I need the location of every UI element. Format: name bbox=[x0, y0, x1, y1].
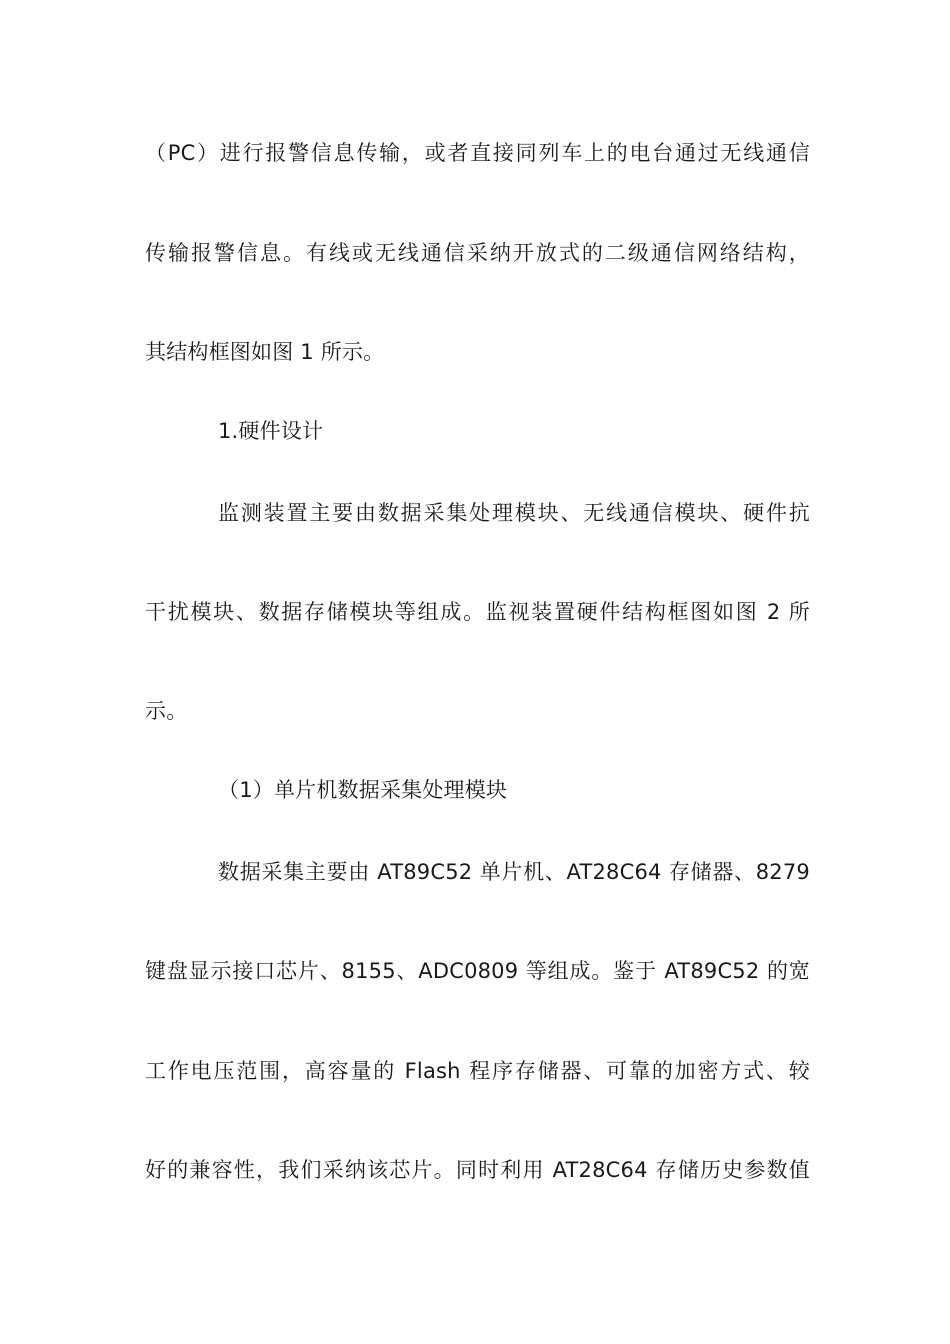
paragraph-line-8: 键盘显示接口芯片、8155、ADC0809 等组成。鉴于 AT89C52 的宽 bbox=[145, 959, 810, 983]
paragraph-line-5: 干扰模块、数据存储模块等组成。监视装置硬件结构框图如图 2 所 bbox=[145, 600, 810, 624]
subsection-heading-mcu-module: （1）单片机数据采集处理模块 bbox=[218, 778, 508, 802]
paragraph-line-10: 好的兼容性，我们采纳该芯片。同时利用 AT28C64 存储历史参数值 bbox=[145, 1158, 810, 1182]
paragraph-line-9: 工作电压范围，高容量的 Flash 程序存储器、可靠的加密方式、较 bbox=[145, 1059, 810, 1083]
paragraph-line-7: 数据采集主要由 AT89C52 单片机、AT28C64 存储器、8279 bbox=[218, 860, 810, 884]
section-heading-hardware-design: 1.硬件设计 bbox=[218, 419, 324, 443]
paragraph-line-1: （PC）进行报警信息传输，或者直接同列车上的电台通过无线通信 bbox=[145, 141, 810, 165]
paragraph-line-6: 示。 bbox=[145, 699, 188, 723]
paragraph-line-2: 传输报警信息。有线或无线通信采纳开放式的二级通信网络结构， bbox=[145, 241, 810, 265]
paragraph-line-3: 其结构框图如图 1 所示。 bbox=[145, 340, 385, 364]
paragraph-line-4: 监测装置主要由数据采集处理模块、无线通信模块、硬件抗 bbox=[218, 501, 810, 525]
